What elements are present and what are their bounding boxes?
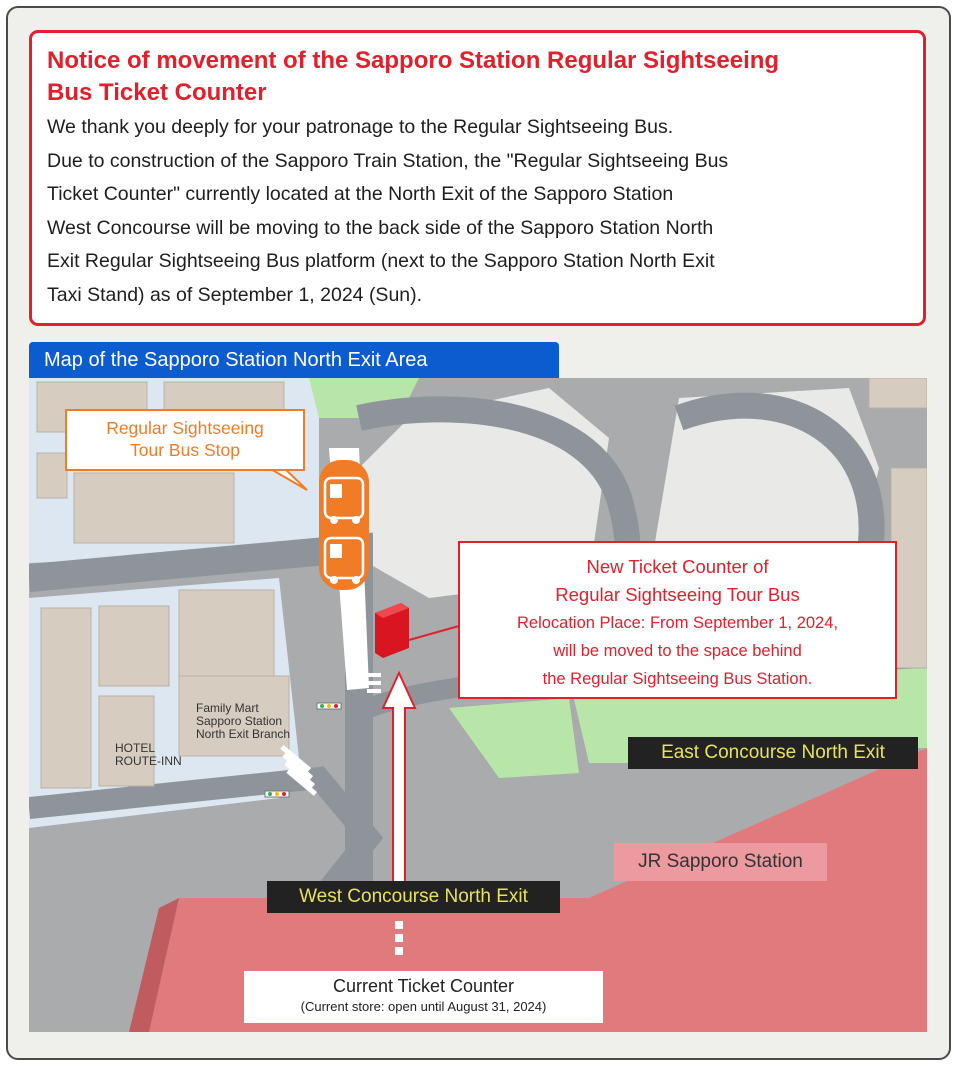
bus-stop-callout bbox=[65, 409, 305, 471]
notice-body-line: Due to construction of the Sapporo Train Station, the "Regular Sightseeing Bus bbox=[47, 149, 729, 172]
new-counter-callout bbox=[458, 541, 897, 699]
hotel-line-2: ROUTE-INN bbox=[115, 754, 182, 768]
station-map bbox=[29, 378, 927, 1032]
notice-title-line-2: Bus Ticket Counter bbox=[47, 79, 267, 106]
family-mart-line-3: North Exit Branch bbox=[196, 727, 291, 741]
notice-body-line: Ticket Counter" currently located at the North Exit of the Sapporo Station bbox=[47, 183, 674, 205]
notice-title-line-1: Notice of movement of the Sapporo Station Regular Sightseeing bbox=[47, 47, 780, 74]
new-counter-detail-2: will be moved to the space behind bbox=[553, 642, 802, 660]
hotel-label bbox=[115, 742, 182, 768]
west-concourse-exit-label: West Concourse North Exit bbox=[267, 881, 560, 913]
new-counter-title-1: New Ticket Counter of bbox=[586, 556, 769, 577]
family-mart-label bbox=[196, 702, 290, 741]
hotel-line-1: HOTEL bbox=[115, 741, 156, 755]
family-mart-line-1: Family Mart bbox=[196, 701, 259, 715]
notice-body-line: West Concourse will be moving to the back side of the Sapporo Station North bbox=[47, 216, 714, 239]
new-counter-detail-3: the Regular Sightseeing Bus Station. bbox=[542, 670, 813, 688]
map-graphic bbox=[29, 378, 927, 1032]
notice-body bbox=[47, 111, 909, 312]
new-counter-detail-1: Relocation Place: From September 1, 2024, bbox=[516, 614, 838, 632]
jr-station-label: JR Sapporo Station bbox=[614, 843, 827, 881]
notice-body-line: Exit Regular Sightseeing Bus platform (next to the Sapporo Station North Exit bbox=[47, 250, 715, 272]
map-title: Map of the Sapporo Station North Exit Area bbox=[29, 342, 559, 378]
notice-body-line: We thank you deeply for your patronage to the Regular Sightseeing Bus. bbox=[47, 116, 674, 138]
east-concourse-exit-label: East Concourse North Exit bbox=[628, 737, 918, 769]
family-mart-line-2: Sapporo Station bbox=[196, 714, 283, 728]
notice-body-line: Taxi Stand) as of September 1, 2024 (Sun). bbox=[47, 283, 423, 306]
notice-box bbox=[29, 30, 926, 326]
current-counter-label bbox=[244, 971, 603, 1023]
bus-stop-callout-line-1: Regular Sightseeing bbox=[106, 418, 264, 438]
new-counter-title-2: Regular Sightseeing Tour Bus bbox=[555, 584, 800, 605]
notice-title bbox=[47, 45, 909, 109]
bus-icon bbox=[319, 460, 369, 590]
bus-stop-callout-line-2: Tour Bus Stop bbox=[130, 440, 240, 460]
current-counter-title: Current Ticket Counter bbox=[332, 976, 515, 996]
current-counter-note: (Current store: open until August 31, 2024) bbox=[300, 999, 547, 1014]
